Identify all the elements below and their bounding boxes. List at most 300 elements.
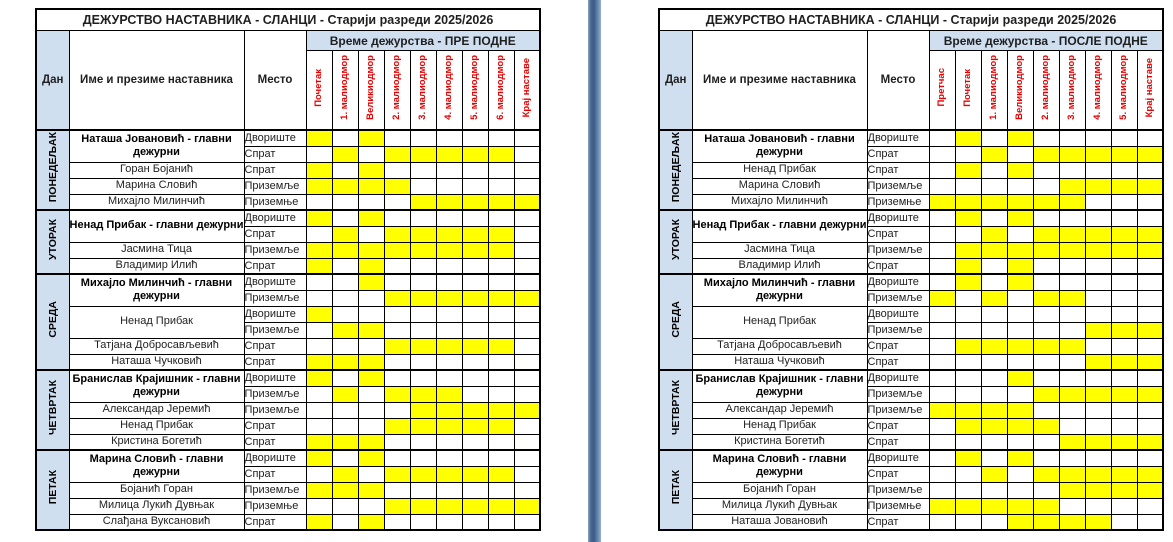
duty-cell — [514, 370, 540, 386]
duty-cell — [436, 274, 462, 290]
place-cell: Приземље — [867, 242, 929, 258]
duty-cell — [1033, 370, 1059, 386]
duty-cell-highlighted — [981, 498, 1007, 514]
schedule-row — [36, 482, 540, 498]
duty-cell — [1059, 450, 1085, 466]
duty-cell — [332, 514, 358, 530]
duty-cell — [514, 450, 540, 466]
place-cell: Спрат — [244, 418, 306, 434]
duty-cell-highlighted — [332, 322, 358, 338]
duty-cell-highlighted — [1111, 322, 1137, 338]
place-cell: Приземље — [244, 242, 306, 258]
duty-cell — [955, 226, 981, 242]
duty-cell — [1137, 418, 1163, 434]
duty-cell — [1111, 258, 1137, 274]
duty-cell — [1085, 418, 1111, 434]
duty-cell — [436, 162, 462, 178]
teacher-name: Горан Бојанић — [69, 162, 244, 178]
day-label — [36, 450, 69, 530]
duty-cell-highlighted — [981, 418, 1007, 434]
duty-cell — [462, 482, 488, 498]
duty-time-band: Време дежурства - ПРЕ ПОДНЕ — [306, 31, 540, 51]
duty-cell-highlighted — [332, 386, 358, 402]
day-label — [659, 210, 692, 274]
duty-cell — [929, 226, 955, 242]
duty-cell-highlighted — [1137, 354, 1163, 370]
duty-cell — [514, 146, 540, 162]
duty-cell-highlighted — [358, 130, 384, 146]
duty-cell-highlighted — [981, 194, 1007, 210]
place-cell: Спрат — [867, 226, 929, 242]
teacher-name: Наташа Чучковић — [692, 354, 867, 370]
duty-cell-highlighted — [1007, 498, 1033, 514]
day-label-text: ПЕТАК — [46, 470, 59, 505]
place-cell: Спрат — [867, 338, 929, 354]
duty-cell — [514, 306, 540, 322]
duty-cell — [929, 130, 955, 146]
time-column-header — [514, 51, 540, 131]
duty-cell — [1137, 402, 1163, 418]
duty-cell-highlighted — [955, 194, 981, 210]
duty-cell — [929, 514, 955, 530]
duty-cell — [488, 386, 514, 402]
duty-cell — [1111, 402, 1137, 418]
teacher-name: Ненад Прибак — [69, 306, 244, 338]
duty-cell — [514, 162, 540, 178]
duty-cell — [488, 450, 514, 466]
duty-cell-highlighted — [1007, 274, 1033, 290]
duty-cell — [488, 322, 514, 338]
schedule-row — [36, 274, 540, 290]
duty-cell-highlighted — [358, 434, 384, 450]
schedule-row — [36, 370, 540, 386]
day-label-text: ЧЕТВРТАК — [46, 380, 59, 435]
duty-cell-highlighted — [1007, 402, 1033, 418]
page-right — [601, 0, 1173, 542]
schedule-row — [36, 194, 540, 210]
duty-cell — [981, 130, 1007, 146]
duty-cell-highlighted — [1007, 130, 1033, 146]
time-column-label: Претчас — [936, 68, 948, 107]
teacher-name: Александар Јеремић — [692, 402, 867, 418]
duty-cell — [1137, 514, 1163, 530]
duty-cell — [384, 354, 410, 370]
duty-cell — [1033, 402, 1059, 418]
duty-cell — [1137, 498, 1163, 514]
duty-cell-highlighted — [306, 306, 332, 322]
duty-cell-highlighted — [358, 258, 384, 274]
duty-cell — [358, 338, 384, 354]
duty-cell-highlighted — [1085, 482, 1111, 498]
teacher-name: Наташа Јовановић - главни дежурни — [692, 130, 867, 162]
place-cell: Двориште — [244, 450, 306, 466]
duty-cell-highlighted — [1137, 322, 1163, 338]
place-cell: Двориште — [244, 306, 306, 322]
place-cell: Приземње — [244, 194, 306, 210]
time-column-label: Великиодмор — [365, 55, 377, 120]
teacher-name: Михајло Милинчић — [692, 194, 867, 210]
time-column-header — [955, 51, 981, 131]
time-column-header — [1111, 51, 1137, 131]
schedule-row — [36, 418, 540, 434]
schedule-row — [36, 402, 540, 418]
duty-cell — [1033, 162, 1059, 178]
schedule-row — [36, 498, 540, 514]
duty-cell — [929, 450, 955, 466]
teacher-name: Татјана Добросављевић — [69, 338, 244, 354]
duty-cell-highlighted — [436, 242, 462, 258]
time-column-header — [384, 51, 410, 131]
day-label — [36, 370, 69, 450]
duty-cell-highlighted — [981, 466, 1007, 482]
duty-cell — [981, 178, 1007, 194]
duty-cell-highlighted — [306, 482, 332, 498]
duty-cell — [462, 178, 488, 194]
duty-cell-highlighted — [1137, 466, 1163, 482]
duty-cell-highlighted — [462, 418, 488, 434]
time-column-header — [462, 51, 488, 131]
duty-cell-highlighted — [488, 418, 514, 434]
duty-cell — [332, 274, 358, 290]
duty-cell — [384, 434, 410, 450]
duty-cell — [1059, 370, 1085, 386]
duty-cell — [358, 146, 384, 162]
day-label-text: ПОНЕДЕЉАК — [46, 132, 59, 203]
duty-cell — [358, 466, 384, 482]
duty-cell — [410, 178, 436, 194]
duty-cell-highlighted — [462, 498, 488, 514]
duty-cell-highlighted — [929, 290, 955, 306]
duty-cell — [436, 450, 462, 466]
duty-cell-highlighted — [1137, 178, 1163, 194]
duty-cell — [462, 434, 488, 450]
duty-cell — [1059, 498, 1085, 514]
duty-cell — [436, 130, 462, 146]
time-column-label: 3. малиодмор — [1066, 55, 1078, 120]
teacher-name: Марина Словић — [69, 178, 244, 194]
duty-cell-highlighted — [1059, 514, 1085, 530]
teacher-name: Татјана Добросављевић — [692, 338, 867, 354]
duty-cell-highlighted — [929, 194, 955, 210]
duty-cell-highlighted — [1007, 418, 1033, 434]
place-cell: Двориште — [867, 306, 929, 322]
duty-cell — [981, 258, 1007, 274]
teacher-name: Ненад Прибак - главни дежурни — [692, 210, 867, 242]
duty-cell — [410, 434, 436, 450]
duty-cell-highlighted — [332, 466, 358, 482]
table-title: ДЕЖУРСТВО НАСТАВНИКА - СЛАНЦИ - Старији разреди 2025/2026 — [36, 9, 540, 31]
duty-cell — [1085, 290, 1111, 306]
duty-cell — [1085, 498, 1111, 514]
place-cell: Спрат — [244, 354, 306, 370]
duty-cell-highlighted — [462, 242, 488, 258]
duty-cell — [929, 210, 955, 226]
day-label — [36, 274, 69, 370]
duty-cell — [929, 354, 955, 370]
duty-cell — [384, 194, 410, 210]
duty-cell-highlighted — [358, 162, 384, 178]
duty-cell — [332, 338, 358, 354]
duty-cell — [1137, 338, 1163, 354]
place-cell: Приземље — [867, 386, 929, 402]
place-cell: Спрат — [244, 338, 306, 354]
duty-cell — [436, 434, 462, 450]
duty-cell — [514, 434, 540, 450]
duty-cell-highlighted — [332, 482, 358, 498]
place-cell: Двориште — [867, 274, 929, 290]
duty-cell-highlighted — [1059, 338, 1085, 354]
duty-cell — [929, 418, 955, 434]
duty-cell — [384, 482, 410, 498]
duty-cell-highlighted — [488, 242, 514, 258]
time-column-header — [358, 51, 384, 131]
duty-cell — [1059, 210, 1085, 226]
time-column-label: 5. малиодмор — [1118, 55, 1130, 120]
duty-cell-highlighted — [384, 466, 410, 482]
duty-cell — [1033, 322, 1059, 338]
duty-cell — [384, 162, 410, 178]
place-column-header: Место — [244, 31, 306, 131]
duty-cell-highlighted — [358, 514, 384, 530]
duty-cell-highlighted — [384, 338, 410, 354]
place-cell: Двориште — [867, 450, 929, 466]
duty-cell — [462, 274, 488, 290]
duty-cell — [1137, 210, 1163, 226]
teacher-name: Михајло Милинчић — [69, 194, 244, 210]
duty-cell-highlighted — [981, 242, 1007, 258]
duty-cell — [955, 322, 981, 338]
duty-cell — [306, 466, 332, 482]
duty-cell-highlighted — [436, 402, 462, 418]
duty-cell-highlighted — [410, 146, 436, 162]
schedule-row — [36, 130, 540, 146]
duty-cell-highlighted — [1007, 194, 1033, 210]
place-cell: Спрат — [244, 466, 306, 482]
duty-cell-highlighted — [1085, 354, 1111, 370]
duty-cell-highlighted — [410, 498, 436, 514]
place-cell: Двориште — [867, 210, 929, 226]
duty-cell-highlighted — [1085, 242, 1111, 258]
duty-cell — [1007, 146, 1033, 162]
duty-cell — [1007, 434, 1033, 450]
place-cell: Спрат — [244, 162, 306, 178]
duty-cell — [1033, 482, 1059, 498]
teacher-name: Наташа Јовановић - главни дежурни — [69, 130, 244, 162]
duty-cell — [929, 242, 955, 258]
place-cell: Спрат — [244, 434, 306, 450]
place-column-header: Место — [867, 31, 929, 131]
duty-cell-highlighted — [332, 242, 358, 258]
duty-cell-highlighted — [488, 338, 514, 354]
duty-cell-highlighted — [384, 226, 410, 242]
duty-cell-highlighted — [436, 418, 462, 434]
duty-cell-highlighted — [1111, 146, 1137, 162]
duty-cell-highlighted — [514, 194, 540, 210]
place-cell: Приземље — [867, 482, 929, 498]
day-label — [36, 130, 69, 210]
duty-cell — [981, 274, 1007, 290]
duty-cell — [1059, 130, 1085, 146]
duty-cell — [358, 194, 384, 210]
schedule-row — [659, 210, 1163, 226]
duty-cell — [358, 306, 384, 322]
duty-cell-highlighted — [358, 450, 384, 466]
duty-cell — [436, 482, 462, 498]
schedule-row — [659, 418, 1163, 434]
teacher-name: Кристина Богетић — [692, 434, 867, 450]
duty-cell — [955, 178, 981, 194]
duty-cell-highlighted — [306, 210, 332, 226]
time-column-header — [1137, 51, 1163, 131]
place-cell: Двориште — [867, 130, 929, 146]
duty-cell-highlighted — [436, 290, 462, 306]
duty-cell — [955, 386, 981, 402]
day-label-text: ПОНЕДЕЉАК — [669, 132, 682, 203]
duty-cell-highlighted — [1137, 242, 1163, 258]
duty-cell — [332, 194, 358, 210]
duty-cell — [1007, 178, 1033, 194]
duty-cell — [1007, 306, 1033, 322]
duty-cell-highlighted — [1085, 178, 1111, 194]
duty-cell-highlighted — [488, 146, 514, 162]
day-label-text: ЧЕТВРТАК — [669, 380, 682, 435]
duty-cell — [955, 514, 981, 530]
duty-cell-highlighted — [488, 498, 514, 514]
duty-cell — [981, 354, 1007, 370]
duty-cell-highlighted — [1059, 242, 1085, 258]
duty-cell-highlighted — [332, 434, 358, 450]
teacher-name: Александар Јеремић — [69, 402, 244, 418]
time-column-label: Почетак — [313, 68, 325, 107]
schedule-row — [659, 130, 1163, 146]
schedule-row — [36, 338, 540, 354]
duty-cell-highlighted — [929, 402, 955, 418]
schedule-row — [659, 354, 1163, 370]
duty-cell — [1085, 274, 1111, 290]
time-column-label: 1. малиодмор — [339, 55, 351, 120]
duty-cell-highlighted — [1059, 434, 1085, 450]
teacher-name: Владимир Илић — [69, 258, 244, 274]
name-column-header: Име и презиме наставника — [69, 31, 244, 131]
day-label — [36, 210, 69, 274]
time-column-header — [488, 51, 514, 131]
duty-cell — [488, 482, 514, 498]
duty-cell-highlighted — [514, 402, 540, 418]
place-cell: Приземље — [867, 290, 929, 306]
duty-cell-highlighted — [384, 242, 410, 258]
duty-cell-highlighted — [462, 226, 488, 242]
duty-cell — [462, 306, 488, 322]
place-cell: Двориште — [244, 370, 306, 386]
duty-cell-highlighted — [410, 242, 436, 258]
duty-cell-highlighted — [1111, 466, 1137, 482]
duty-cell-highlighted — [929, 498, 955, 514]
schedule-row — [659, 482, 1163, 498]
duty-cell — [1059, 418, 1085, 434]
duty-cell — [332, 290, 358, 306]
duty-cell — [955, 146, 981, 162]
duty-cell — [1111, 274, 1137, 290]
duty-cell-highlighted — [1111, 354, 1137, 370]
duty-cell-highlighted — [955, 402, 981, 418]
schedule-row — [659, 370, 1163, 386]
teacher-name: Марина Словић - главни дежурни — [692, 450, 867, 482]
duty-cell-highlighted — [358, 178, 384, 194]
duty-cell — [1007, 322, 1033, 338]
schedule-row — [36, 162, 540, 178]
duty-cell-highlighted — [306, 354, 332, 370]
teacher-name: Ненад Прибак — [692, 162, 867, 178]
duty-cell-highlighted — [981, 226, 1007, 242]
duty-cell-highlighted — [384, 386, 410, 402]
duty-cell — [955, 306, 981, 322]
time-column-header — [1085, 51, 1111, 131]
teacher-name: Ненад Прибак — [69, 418, 244, 434]
duty-cell — [514, 386, 540, 402]
duty-cell-highlighted — [462, 290, 488, 306]
duty-cell-highlighted — [955, 450, 981, 466]
duty-cell — [1085, 338, 1111, 354]
duty-cell-highlighted — [410, 402, 436, 418]
duty-cell-highlighted — [955, 130, 981, 146]
duty-cell — [1007, 226, 1033, 242]
duty-cell — [514, 274, 540, 290]
duty-cell — [410, 210, 436, 226]
duty-cell — [1059, 322, 1085, 338]
duty-cell — [1111, 418, 1137, 434]
place-cell: Спрат — [867, 434, 929, 450]
title-row — [659, 9, 1163, 31]
duty-cell — [1111, 514, 1137, 530]
duty-cell — [1085, 162, 1111, 178]
duty-cell-highlighted — [384, 498, 410, 514]
duty-cell — [955, 482, 981, 498]
schedule-row — [659, 194, 1163, 210]
place-cell: Приземље — [244, 290, 306, 306]
duty-cell-highlighted — [488, 194, 514, 210]
duty-cell — [1085, 258, 1111, 274]
schedule-row — [659, 450, 1163, 466]
place-cell: Приземље — [867, 178, 929, 194]
duty-cell — [929, 466, 955, 482]
duty-cell-highlighted — [410, 386, 436, 402]
schedule-row — [659, 242, 1163, 258]
place-cell: Приземље — [244, 178, 306, 194]
duty-cell-highlighted — [306, 258, 332, 274]
duty-cell — [514, 210, 540, 226]
duty-cell-highlighted — [1033, 498, 1059, 514]
place-cell: Спрат — [244, 146, 306, 162]
duty-cell-highlighted — [1059, 482, 1085, 498]
duty-cell — [981, 306, 1007, 322]
duty-cell — [436, 370, 462, 386]
duty-cell-highlighted — [410, 226, 436, 242]
place-cell: Спрат — [244, 226, 306, 242]
time-column-label: 4. малиодмор — [1092, 55, 1104, 120]
duty-cell — [1085, 194, 1111, 210]
duty-cell-highlighted — [1007, 258, 1033, 274]
time-column-label: Великиодмор — [1014, 55, 1026, 120]
duty-cell-highlighted — [332, 354, 358, 370]
duty-cell — [1137, 306, 1163, 322]
place-cell: Приземње — [867, 498, 929, 514]
duty-cell — [462, 162, 488, 178]
duty-cell — [981, 322, 1007, 338]
time-column-header — [1033, 51, 1059, 131]
duty-cell-highlighted — [1007, 242, 1033, 258]
duty-cell — [1007, 354, 1033, 370]
duty-cell — [514, 354, 540, 370]
